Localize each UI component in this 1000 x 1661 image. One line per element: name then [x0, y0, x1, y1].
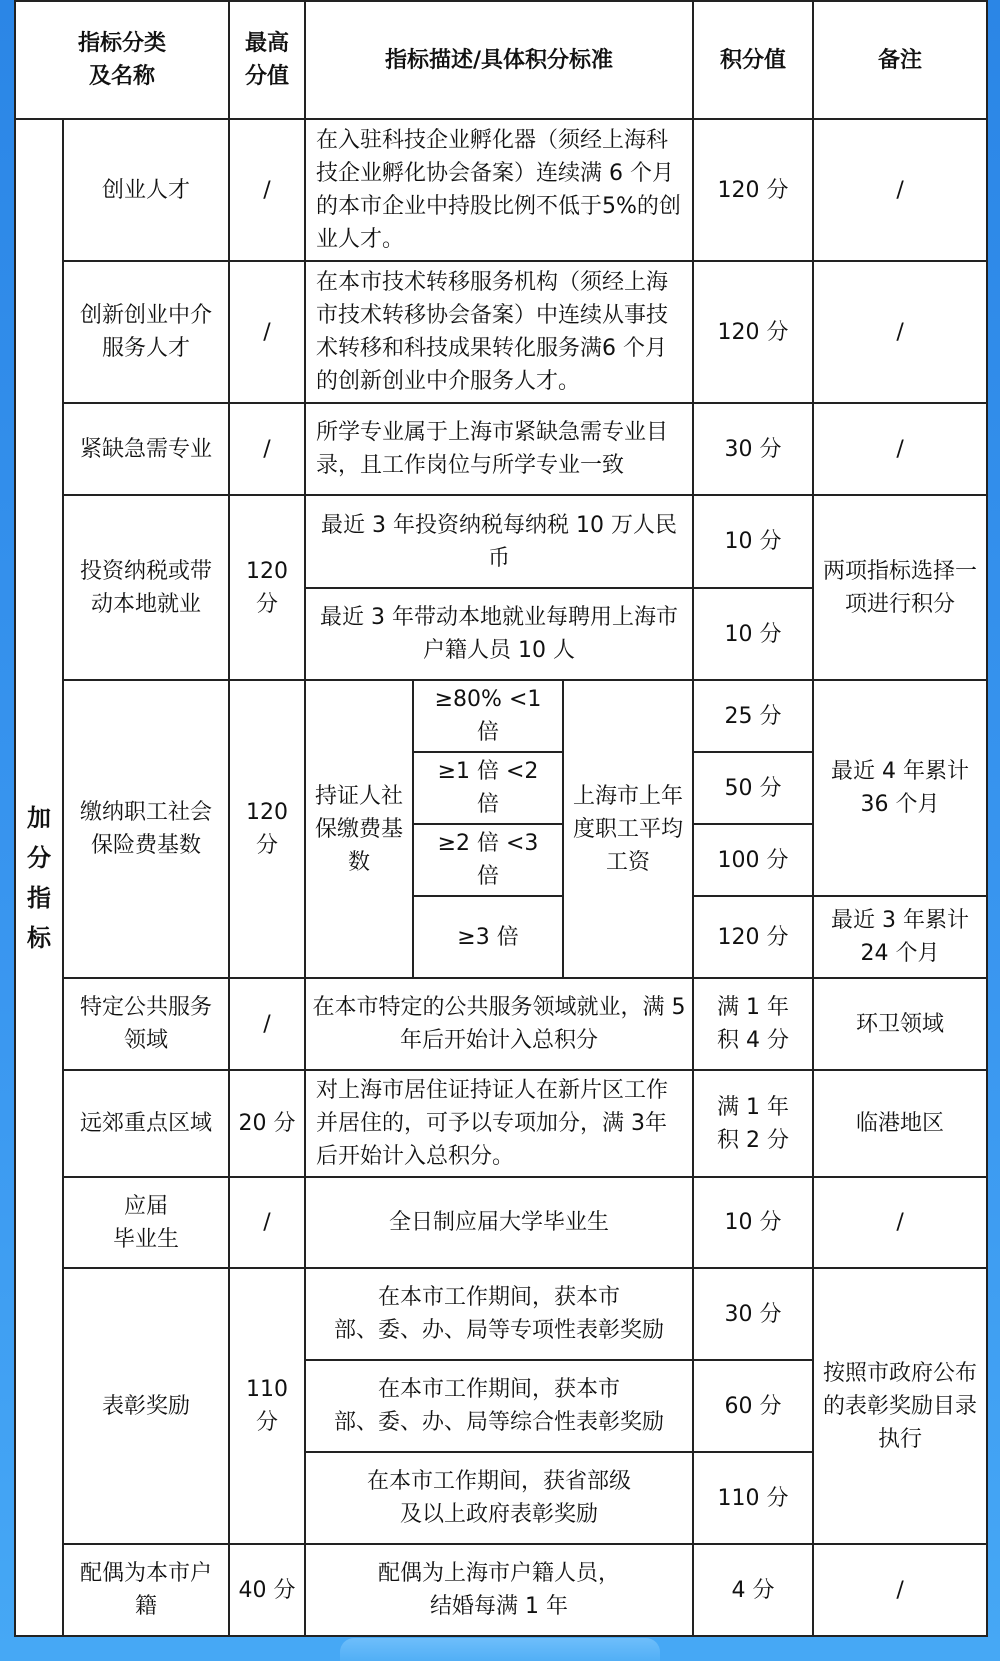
row-points: 25 分: [693, 680, 813, 752]
row-max-score: /: [229, 119, 305, 261]
row-max-score: /: [229, 1177, 305, 1268]
row-name: 创业人才: [63, 119, 229, 261]
row-description: 全日制应届大学毕业生: [305, 1177, 693, 1268]
row-remark: /: [813, 403, 987, 495]
row-remark: /: [813, 261, 987, 403]
row-max-score: 40 分: [229, 1544, 305, 1636]
table-row: [15, 1268, 987, 1360]
row-description: 在本市技术转移服务机构（须经上海市技术转移协会备案）中连续从事技术转移和科技成果转化服务满6 个月的创新创业中介服务人才。: [305, 261, 693, 403]
row-points: 30 分: [693, 403, 813, 495]
row-points: 120 分: [693, 896, 813, 978]
row-name: 投资纳税或带动本地就业: [63, 495, 229, 680]
row-name: 缴纳职工社会保险费基数: [63, 680, 229, 978]
points-table: [14, 0, 988, 1637]
header-max-score: 最高 分值: [229, 1, 305, 119]
table-row: [15, 403, 987, 495]
row-description: 在本市特定的公共服务领域就业，满 5 年后开始计入总积分: [305, 978, 693, 1070]
table-row: [15, 978, 987, 1070]
bottom-decoration: [340, 1638, 660, 1661]
row-max-score: /: [229, 978, 305, 1070]
row-max-score: 120 分: [229, 680, 305, 978]
row-points: 60 分: [693, 1360, 813, 1452]
row-points: 满 1 年 积 4 分: [693, 978, 813, 1070]
row-name: 应届 毕业生: [63, 1177, 229, 1268]
table-row: [15, 261, 987, 403]
row-description: 在入驻科技企业孵化器（须经上海科技企业孵化协会备案）连续满 6 个月的本市企业中持股比例不低于5%的创业人才。: [305, 119, 693, 261]
row-remark: 临港地区: [813, 1070, 987, 1177]
row-max-score: 120 分: [229, 495, 305, 680]
row-points: 110 分: [693, 1452, 813, 1544]
row-description: 配偶为上海市户籍人员， 结婚每满 1 年: [305, 1544, 693, 1636]
row-base: 上海市上年度职工平均工资: [563, 680, 693, 978]
row-remark: 最近 4 年累计 36 个月: [813, 680, 987, 896]
table-row: [15, 1544, 987, 1636]
row-points: 10 分: [693, 495, 813, 588]
row-points: 4 分: [693, 1544, 813, 1636]
row-points: 50 分: [693, 752, 813, 824]
row-remark: 两项指标选择一项进行积分: [813, 495, 987, 680]
table-row: [15, 495, 987, 588]
row-name: 特定公共服务领域: [63, 978, 229, 1070]
row-max-score: /: [229, 261, 305, 403]
row-remark: 按照市政府公布的表彰奖励目录执行: [813, 1268, 987, 1544]
row-name: 紧缺急需专业: [63, 403, 229, 495]
header-remarks: 备注: [813, 1, 987, 119]
header-description: 指标描述/具体积分标准: [305, 1, 693, 119]
row-tier: ≥2 倍 <3 倍: [413, 824, 563, 896]
header-points: 积分值: [693, 1, 813, 119]
row-points: 10 分: [693, 588, 813, 680]
row-description: 在本市工作期间，获本市 部、委、办、局等综合性表彰奖励: [305, 1360, 693, 1452]
row-description: 所学专业属于上海市紧缺急需专业目录，且工作岗位与所学专业一致: [305, 403, 693, 495]
row-name: 表彰奖励: [63, 1268, 229, 1544]
row-max-score: 110 分: [229, 1268, 305, 1544]
table-row: [15, 1177, 987, 1268]
row-points: 120 分: [693, 261, 813, 403]
row-points: 满 1 年 积 2 分: [693, 1070, 813, 1177]
row-points: 120 分: [693, 119, 813, 261]
row-description: 在本市工作期间，获本市 部、委、办、局等专项性表彰奖励: [305, 1268, 693, 1360]
header-category: 指标分类 及名称: [15, 1, 229, 119]
row-name: 创新创业中介服务人才: [63, 261, 229, 403]
row-tier: ≥3 倍: [413, 896, 563, 978]
table-header-row: [15, 1, 987, 119]
row-remark: 最近 3 年累计 24 个月: [813, 896, 987, 978]
row-points: 30 分: [693, 1268, 813, 1360]
row-description: 对上海市居住证持证人在新片区工作并居住的，可予以专项加分，满 3年后开始计入总积分。: [305, 1070, 693, 1177]
row-description: 最近 3 年带动本地就业每聘用上海市户籍人员 10 人: [305, 588, 693, 680]
table-row: [15, 119, 987, 261]
row-remark: /: [813, 1544, 987, 1636]
row-tier: ≥1 倍 <2 倍: [413, 752, 563, 824]
row-name: 配偶为本市户籍: [63, 1544, 229, 1636]
row-description: 在本市工作期间，获省部级 及以上政府表彰奖励: [305, 1452, 693, 1544]
table-row: [15, 680, 987, 752]
row-remark: /: [813, 1177, 987, 1268]
row-points: 100 分: [693, 824, 813, 896]
table-row: [15, 1070, 987, 1177]
table-frame: [14, 0, 986, 1635]
row-tier: ≥80% <1 倍: [413, 680, 563, 752]
category-label: 加 分 指 标: [15, 119, 63, 1636]
row-sub-label: 持证人社保缴费基数: [305, 680, 413, 978]
row-remark: 环卫领域: [813, 978, 987, 1070]
row-name: 远郊重点区域: [63, 1070, 229, 1177]
row-description: 最近 3 年投资纳税每纳税 10 万人民币: [305, 495, 693, 588]
row-max-score: 20 分: [229, 1070, 305, 1177]
row-max-score: /: [229, 403, 305, 495]
row-points: 10 分: [693, 1177, 813, 1268]
row-remark: /: [813, 119, 987, 261]
